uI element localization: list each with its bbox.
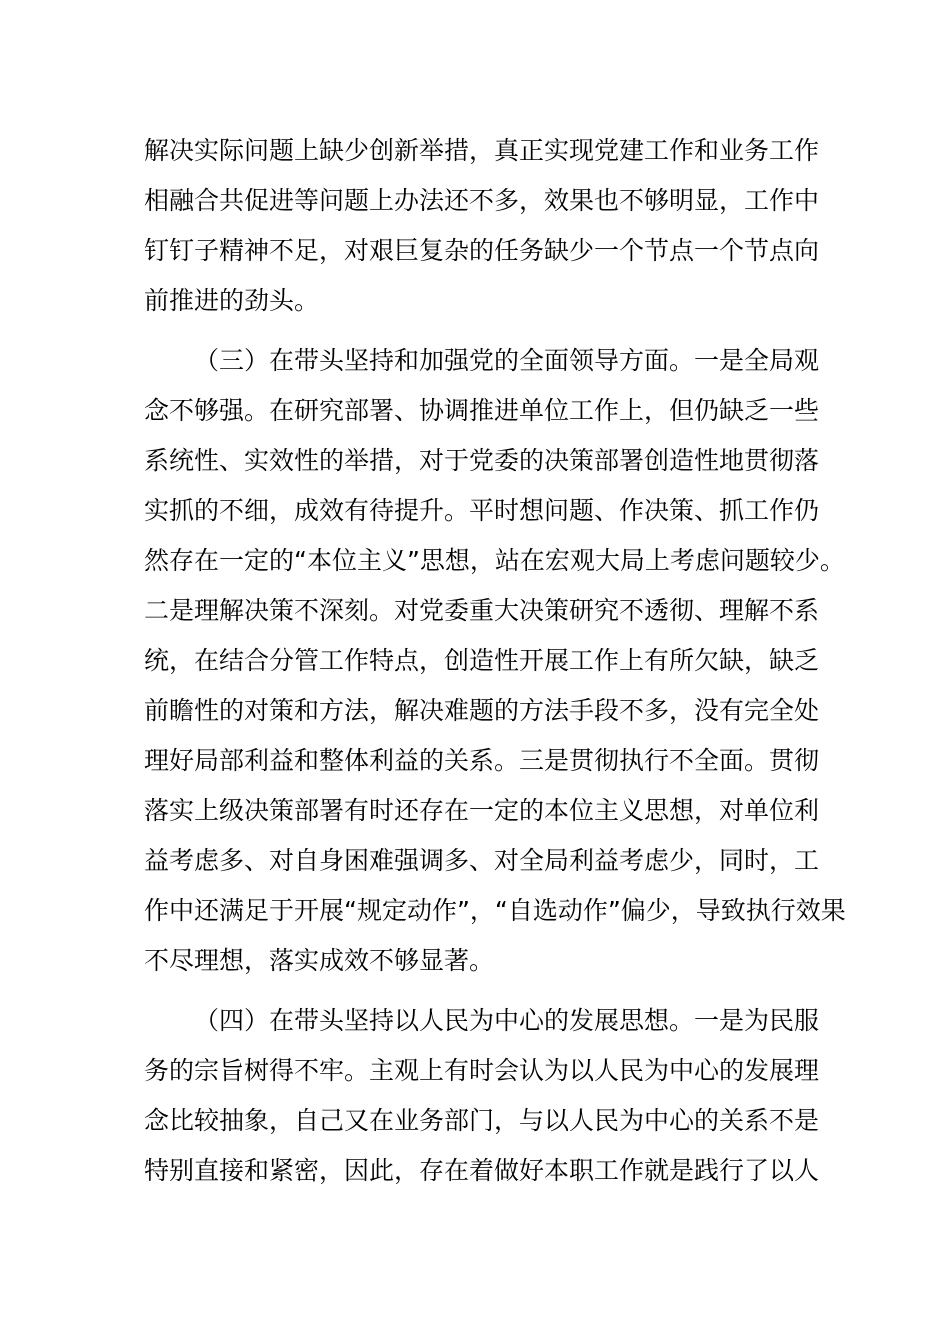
text-line: 解决实际问题上缺少创新举措，真正实现党建工作和业务工作 [144,136,820,165]
text-line: 实抓的不细，成效有待提升。平时想问题、作决策、抓工作仍 [144,496,820,525]
text-line: 特别直接和紧密，因此，存在着做好本职工作就是践行了以人 [144,1156,820,1185]
text-line: 作中还满足于开展“规定动作”，“自选动作”偏少，导致执行效果 [144,896,846,925]
text-line: （三）在带头坚持和加强党的全面领导方面。一是全局观 [194,346,820,375]
text-line: 理好局部利益和整体利益的关系。三是贯彻执行不全面。贯彻 [144,746,820,775]
text-line: 务的宗旨树得不牢。主观上有时会认为以人民为中心的发展理 [144,1056,820,1085]
text-line: 落实上级决策部署有时还存在一定的本位主义思想，对单位利 [144,796,820,825]
paragraph-p2 [144,346,846,976]
text-line: 益考虑多、对自身困难强调多、对全局利益考虑少，同时，工 [144,846,820,875]
text-line: 相融合共促进等问题上办法还不多，效果也不够明显，工作中 [144,186,820,215]
text-line: 二是理解决策不深刻。对党委重大决策研究不透彻、理解不系 [144,596,820,625]
text-line: 念比较抽象，自己又在业务部门，与以人民为中心的关系不是 [144,1106,820,1135]
paragraph-p1 [144,136,820,316]
text-line: 钉钉子精神不足，对艰巨复杂的任务缺少一个节点一个节点向 [144,236,820,265]
text-line: 前推进的劲头。 [144,286,320,315]
text-line: 统，在结合分管工作特点，创造性开展工作上有所欠缺，缺乏 [144,646,820,675]
text-line: 然存在一定的“本位主义”思想，站在宏观大局上考虑问题较少。 [144,546,845,575]
text-line: 前瞻性的对策和方法，解决难题的方法手段不多，没有完全处 [144,696,820,725]
text-line: （四）在带头坚持以人民为中心的发展思想。一是为民服 [194,1006,820,1035]
text-line: 念不够强。在研究部署、协调推进单位工作上，但仍缺乏一些 [144,396,820,425]
paragraph-p3 [144,1006,820,1186]
text-line: 系统性、实效性的举措，对于党委的决策部署创造性地贯彻落 [144,446,820,475]
text-line: 不尽理想，落实成效不够显著。 [144,946,495,975]
